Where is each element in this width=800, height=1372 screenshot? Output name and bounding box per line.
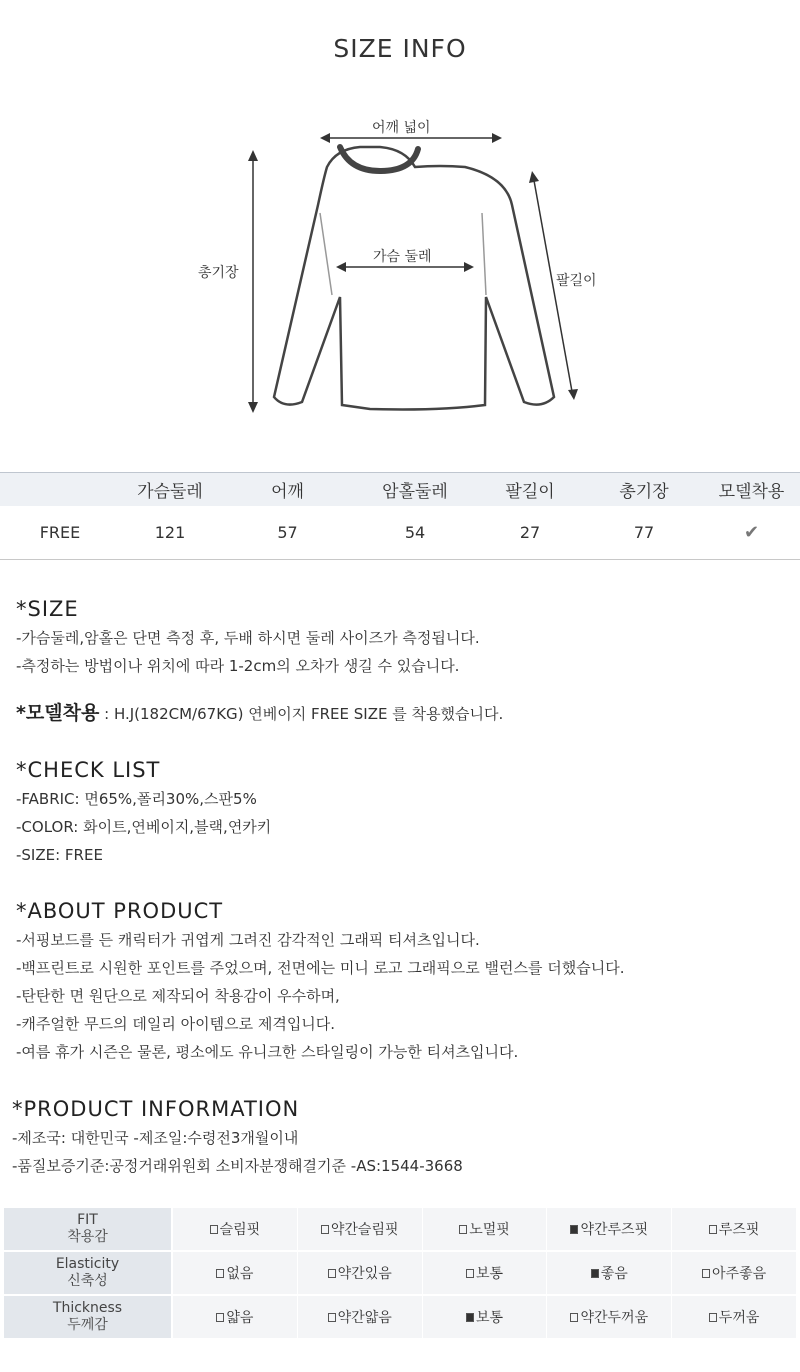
elasticity-option-label: 아주좋음 <box>712 1266 767 1282</box>
cell-length: 77 <box>633 523 655 542</box>
thickness-option <box>546 1296 671 1338</box>
list-item: -품질보증기준:공정거래위원회 소비자분쟁해결기준 -AS:1544-3668 <box>12 1157 463 1175</box>
check-list-heading: *CHECK LIST <box>16 758 161 782</box>
cell-sleeve: 27 <box>519 523 541 542</box>
check-icon: ✔ <box>743 522 760 543</box>
checkbox-empty-icon <box>328 1269 336 1278</box>
list-item: -캐주얼한 무드의 데일리 아이템으로 제격입니다. <box>16 1015 336 1033</box>
checkbox-empty-icon <box>216 1313 224 1322</box>
cell-chest: 121 <box>154 523 186 542</box>
size-table-header <box>0 472 800 506</box>
size-heading: *SIZE <box>16 597 79 621</box>
fit-option-label: 약간슬림핏 <box>330 1222 399 1238</box>
header-model: 모델착용 <box>718 482 785 502</box>
elasticity-label <box>4 1252 171 1294</box>
size-note: -가슴둘레,암홀은 단면 측정 후, 두배 하시면 둘레 사이즈가 측정됩니다. <box>16 629 480 647</box>
fit-label-ko: 착용감 <box>67 1229 108 1245</box>
table-row <box>0 506 800 560</box>
fit-label-en: FIT <box>77 1212 98 1228</box>
length-label: 총기장 <box>198 265 239 281</box>
cell-armhole: 54 <box>404 523 426 542</box>
header-shoulder: 어깨 <box>271 482 304 502</box>
size-table <box>0 472 800 560</box>
thickness-option-selected <box>422 1296 547 1338</box>
thickness-option-label: 보통 <box>475 1310 504 1326</box>
elasticity-option-selected <box>546 1252 671 1294</box>
thickness-option <box>671 1296 796 1338</box>
thickness-option-label: 얇음 <box>226 1310 254 1326</box>
fit-row <box>4 1208 796 1250</box>
thickness-row <box>4 1296 796 1338</box>
header-length: 총기장 <box>619 482 669 502</box>
thickness-label-en: Thickness <box>52 1300 123 1316</box>
fit-option-selected <box>546 1208 671 1250</box>
size-note: -측정하는 방법이나 위치에 따라 1-2cm의 오차가 생길 수 있습니다. <box>16 657 460 675</box>
elasticity-option-label: 약간있음 <box>337 1266 392 1282</box>
thickness-option <box>297 1296 422 1338</box>
list-item: -제조국: 대한민국 -제조일:수령전3개월이내 <box>12 1129 299 1147</box>
elasticity-option-label: 없음 <box>226 1266 254 1282</box>
fit-option <box>422 1208 547 1250</box>
model-label: *모델착용 <box>16 702 100 724</box>
checkbox-empty-icon <box>459 1225 467 1234</box>
checkbox-empty-icon <box>466 1269 474 1278</box>
thickness-label-ko: 두께감 <box>67 1317 108 1333</box>
elasticity-row <box>4 1252 796 1294</box>
elasticity-label-ko: 신축성 <box>67 1273 108 1289</box>
checkbox-empty-icon <box>709 1313 717 1322</box>
elasticity-label-en: Elasticity <box>55 1256 120 1272</box>
product-info-heading: *PRODUCT INFORMATION <box>12 1097 300 1121</box>
shoulder-label: 어깨 넓이 <box>372 120 431 136</box>
fit-option <box>173 1208 297 1250</box>
elasticity-option <box>671 1252 796 1294</box>
checkbox-empty-icon <box>328 1313 336 1322</box>
checkbox-empty-icon <box>216 1269 224 1278</box>
cell-shoulder: 57 <box>277 523 298 542</box>
checkbox-empty-icon <box>321 1225 329 1234</box>
list-item: -서핑보드를 든 캐릭터가 귀엽게 그려진 감각적인 그래픽 티셔츠입니다. <box>16 931 480 949</box>
product-info-section <box>12 1094 782 1180</box>
fit-option-label: 노멀핏 <box>469 1222 510 1238</box>
thickness-option-label: 약간두꺼움 <box>580 1310 649 1326</box>
elasticity-option <box>422 1252 547 1294</box>
check-list-section <box>16 755 786 869</box>
thickness-option-label: 두꺼움 <box>718 1310 760 1326</box>
thickness-option-label: 약간얇음 <box>337 1310 392 1326</box>
sleeve-label: 팔길이 <box>556 273 597 289</box>
header-armhole: 암홀둘레 <box>382 482 448 502</box>
elasticity-option-label: 좋음 <box>600 1266 628 1282</box>
list-item: -COLOR: 화이트,연베이지,블랙,연카키 <box>16 818 272 836</box>
checkbox-empty-icon <box>709 1225 717 1234</box>
checkbox-filled-icon <box>591 1269 599 1278</box>
model-text: : H.J(182CM/67KG) 연베이지 FREE SIZE 를 착용했습니다. <box>99 705 504 723</box>
fit-option <box>671 1208 796 1250</box>
list-item: -여름 휴가 시즌은 물론, 평소에도 유니크한 스타일링이 가능한 티셔츠입니다. <box>16 1043 519 1061</box>
about-section <box>16 896 786 1066</box>
fit-option-label: 루즈핏 <box>718 1222 760 1238</box>
checkbox-empty-icon <box>210 1225 218 1234</box>
size-diagram <box>180 105 620 425</box>
checkbox-empty-icon <box>702 1269 710 1278</box>
fit-option-label: 약간루즈핏 <box>580 1222 649 1238</box>
list-item: -탄탄한 면 원단으로 제작되어 착용감이 우수하며, <box>16 987 340 1005</box>
list-item: -SIZE: FREE <box>16 846 103 864</box>
elasticity-option <box>297 1252 422 1294</box>
model-section <box>16 698 786 728</box>
page-title: SIZE INFO <box>333 34 467 63</box>
elasticity-option <box>173 1252 297 1294</box>
fit-option <box>297 1208 422 1250</box>
header-chest: 가슴둘레 <box>137 482 203 502</box>
about-heading: *ABOUT PRODUCT <box>16 899 224 923</box>
thickness-option <box>173 1296 297 1338</box>
list-item: -FABRIC: 면65%,폴리30%,스판5% <box>16 790 257 808</box>
size-section <box>16 594 786 680</box>
cell-size: FREE <box>39 523 81 542</box>
elasticity-option-label: 보통 <box>475 1266 504 1282</box>
checkbox-filled-icon <box>570 1225 578 1234</box>
fit-table <box>4 1208 796 1340</box>
fit-option-label: 슬림핏 <box>219 1222 261 1238</box>
header-sleeve: 팔길이 <box>505 482 555 502</box>
list-item: -백프린트로 시원한 포인트를 주었으며, 전면에는 미니 로고 그래픽으로 밸런스를 더했습니다. <box>16 959 625 977</box>
checkbox-empty-icon <box>570 1313 578 1322</box>
thickness-label <box>4 1296 171 1338</box>
fit-label <box>4 1208 171 1250</box>
checkbox-filled-icon <box>466 1313 474 1322</box>
chest-label: 가슴 둘레 <box>373 249 432 265</box>
